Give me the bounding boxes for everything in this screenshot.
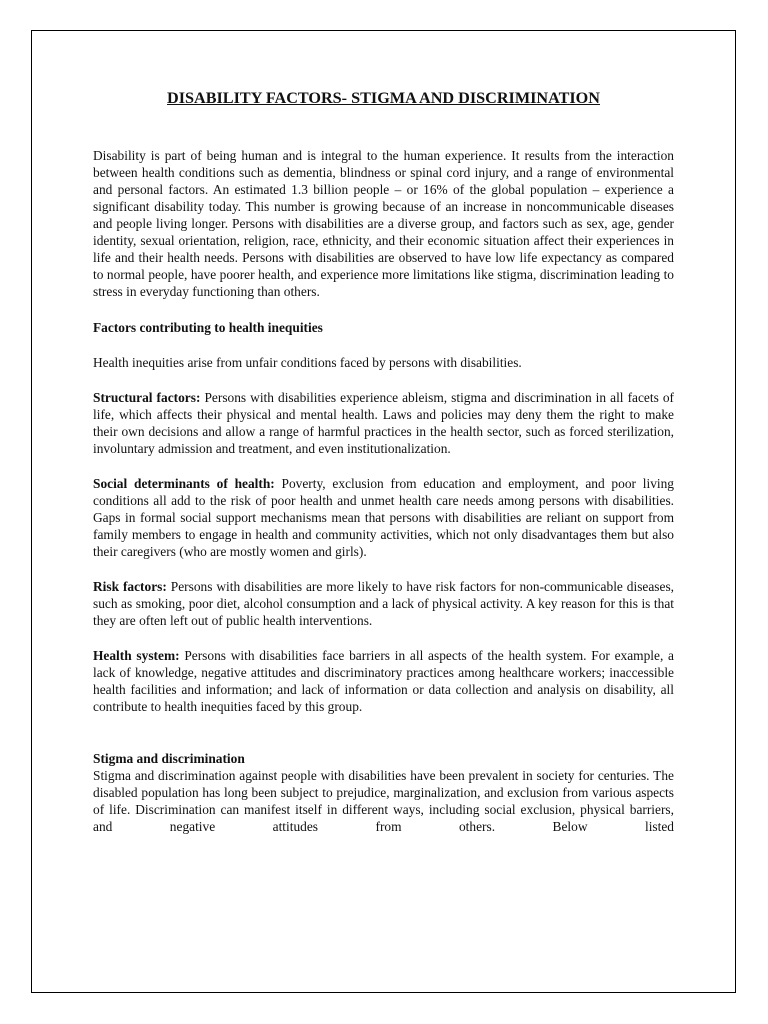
document-body: [93, 88, 674, 835]
structural-factors-label: Structural factors:: [93, 390, 201, 405]
intro-paragraph: Disability is part of being human and is integral to the human experience. It results from the interaction between health conditions such as dementia, blindness or spinal cord injury, and a range of environmental and personal factors. An estimated 1.3 billion people – or 16% of the global population – experience a significant disability today. This number is growing because of an increase in noncommunicable diseases and people living longer. Persons with disabilities are a diverse group, and factors such as sex, age, gender identity, sexual orientation, religion, race, ethnicity, and their economic situation affect their experiences in life and their health needs. Persons with disabilities are observed to have low life expectancy as compared to normal people, have poorer health, and experience more limitations like stigma, discrimination leading to stress in everyday functioning than others.: [93, 148, 674, 299]
risk-factors-label: Risk factors:: [93, 579, 167, 594]
stigma-heading: Stigma and discrimination: [93, 751, 245, 766]
stigma-paragraph: Stigma and discrimination against people with disabilities have been prevalent in society for centuries. The disabled population has long been subject to prejudice, marginalization, and exclusion from various aspects of life. Discrimination can manifest itself in different ways, including social exclusion, physical barriers, and negative attitudes from others. Below listed: [93, 768, 674, 834]
risk-factors-text: Persons with disabilities are more likely to have risk factors for non-communicable diseases, such as smoking, poor diet, alcohol consumption and a lack of physical activity. A key reason for this is that they are often left out of public health interventions.: [93, 579, 675, 628]
structural-factors-text: Persons with disabilities experience ableism, stigma and discrimination in all facets of life, which affects their physical and mental health. Laws and policies may deny them the right to make their own decisions and allow a range of harmful practices in the health sector, such as forced sterilization, involuntary admission and treatment, and even institutionalization.: [93, 390, 674, 456]
factors-intro-paragraph: Health inequities arise from unfair conditions faced by persons with disabilities.: [93, 355, 522, 370]
health-system-paragraph: [93, 647, 674, 715]
risk-factors-paragraph: [93, 578, 674, 629]
health-system-label: Health system:: [93, 648, 180, 663]
health-system-text: Persons with disabilities face barriers in all aspects of the health system. For example, a lack of knowledge, negative attitudes and discriminatory practices among healthcare workers; inaccessible health facilities and information; and lack of information or data collection and analysis on disability, all contribute to health inequities faced by this group.: [93, 648, 674, 714]
factors-heading: Factors contributing to health inequities: [93, 320, 323, 335]
document-title: DISABILITY FACTORS- STIGMA AND DISCRIMINATION: [167, 89, 600, 107]
social-determinants-paragraph: [93, 475, 674, 560]
social-determinants-label: Social determinants of health:: [93, 476, 275, 491]
social-determinants-text: Poverty, exclusion from education and employment, and poor living conditions all add to the risk of poor health and unmet health care needs among persons with disabilities. Gaps in formal social support mechanisms mean that persons with disabilities are reliant on support from family members to engage in health and community activities, which not only disadvantages them but also their caregivers (who are mostly women and girls).: [93, 476, 674, 559]
structural-factors-paragraph: [93, 389, 674, 457]
